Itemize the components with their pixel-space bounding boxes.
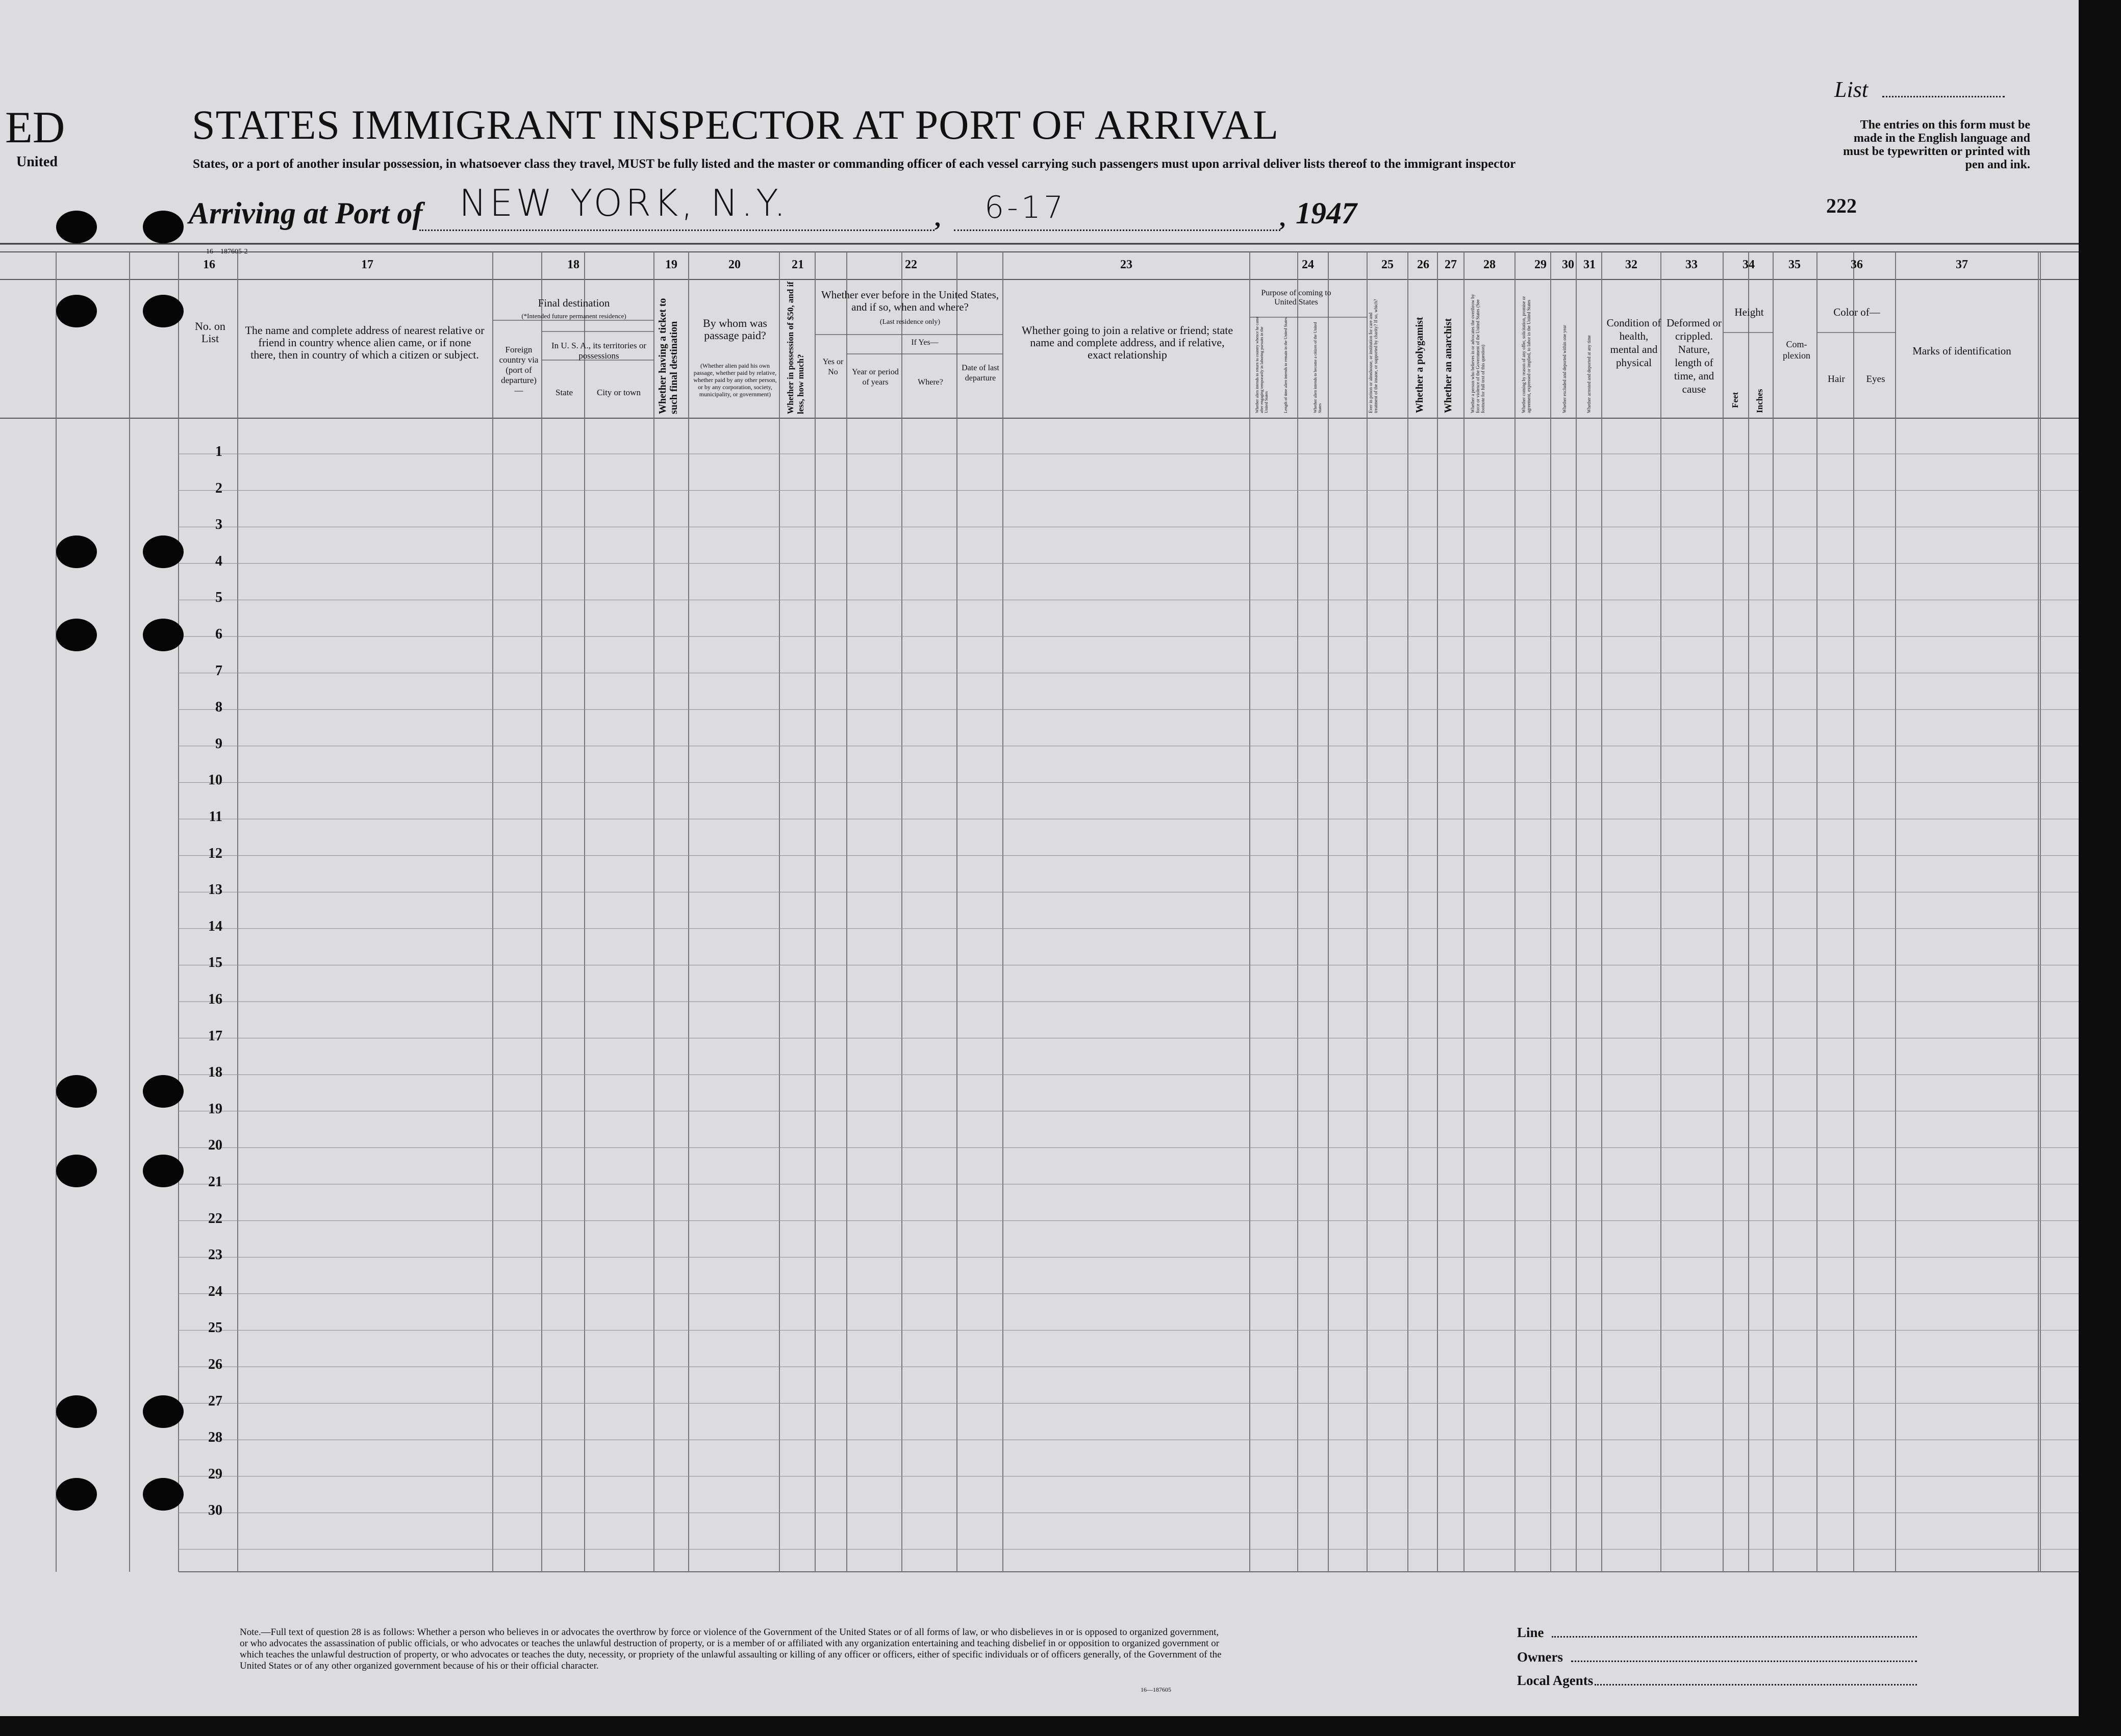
row-number: 17 [208, 1028, 222, 1044]
column-number-32: 32 [1625, 258, 1637, 271]
col21-header: Whether in possession of $50, and if less, how much? [786, 282, 805, 414]
column-number-34: 34 [1743, 258, 1755, 271]
col37-header: Marks of identification [1912, 345, 2011, 357]
year-value: 1947 [1296, 196, 1357, 230]
owners-label: Owners [1517, 1649, 1563, 1665]
form-code: 16—187605-2 [206, 248, 248, 256]
left-edge-fragment: ED [5, 103, 65, 152]
column-number-33: 33 [1685, 258, 1698, 271]
row-number: 30 [208, 1502, 222, 1519]
col34-inches: Inches [1755, 389, 1764, 413]
entry-instructions [1760, 118, 2030, 171]
col22-subheader: (Last residence only) [879, 318, 941, 326]
footnote: Note.—Full text of question 28 is as follows: Whether a person who believes in or advocates the overthrow by force or violence of the Government of the United States or of all forms of law, or who disbelieves in or is opposed to organized government, or who advocates the assassination of public officials, or who advocates or teaches the unlawful destruction of property, or is a member of or affiliated with any organization entertaining and teaching disbelief in or opposition to organized government or which teaches the unlawful destruction of property, or who advocates or teaches the duty, necessity, or propriety of the unlawful assaulting or killing of any officer or officers, either of specific individuals or of officers generally, of the Government of the United States or of any other organized government because of his or their official character. [240, 1627, 1222, 1671]
page-title: STATES IMMIGRANT INSPECTOR AT PORT OF ARRIVAL [192, 101, 1279, 148]
col35-header: Complexion [1783, 339, 1810, 361]
punch-hole [143, 211, 184, 243]
date-blank-line [954, 229, 1280, 231]
page-subtitle: States, or a port of another insular possession, in whatsoever class they travel, MUST be fully listed and the master or commanding officer of each vessel carrying such passengers must upon arrival deliver lists thereof to the immigrant inspector [193, 157, 1516, 171]
row-number: 1 [215, 444, 222, 459]
row-number: 15 [208, 955, 222, 971]
row-number: 23 [208, 1247, 222, 1263]
arriving-label: Arriving at Port of [189, 196, 423, 230]
column-number-24: 24 [1302, 258, 1314, 271]
col18-state: State [556, 388, 573, 397]
col29-header: Whether coming by reason of any offer, solicitation, promise or agreement, expressed or implied, to labor in the United States [1521, 296, 1531, 413]
column-number-35: 35 [1788, 258, 1801, 271]
agents-blank [1595, 1684, 1917, 1686]
row-number: 9 [215, 735, 222, 752]
comma-1: , [935, 205, 941, 232]
col18-usa: In U. S. A., its territories or possessions [551, 341, 647, 361]
col23-header: Whether going to join a relative or friend; state name and complete address, and if relative, exact relationship [1021, 324, 1233, 361]
col36-header: Color of— [1833, 306, 1880, 318]
col22-date: Date of last departure [962, 364, 999, 382]
left-edge-fragment-2: United [16, 154, 58, 170]
column-number-29: 29 [1534, 258, 1547, 271]
page-number: 222 [1826, 194, 1857, 217]
instruction-line: made in the English language and [1853, 132, 2030, 145]
col16-header: No. on List [195, 320, 225, 345]
col24-a: Whether alien intends to return to country whence he came after engaging temporarily in laboring pursuits in the United States [1255, 316, 1269, 413]
punch-hole [143, 1395, 184, 1428]
row-number: 4 [215, 553, 222, 569]
list-blank-line [1882, 96, 2005, 97]
row-number: 2 [215, 480, 222, 496]
row-number: 13 [208, 882, 222, 898]
col26-header: Whether a polygamist [1414, 317, 1425, 413]
col30-header: Whether excluded and deported within one year [1562, 325, 1567, 413]
instruction-line: must be typewritten or printed with [1843, 145, 2030, 158]
col34-feet: Feet [1730, 392, 1740, 408]
row-number: 27 [208, 1393, 222, 1409]
col33-header: Deformed or crippled. Nature, length of time, and cause [1666, 317, 1722, 395]
col34-header: Height [1734, 306, 1764, 318]
line-blank [1552, 1636, 1917, 1638]
line-label: Line [1517, 1625, 1544, 1640]
punch-hole [56, 535, 97, 568]
col24-header: Purpose of coming to United States [1261, 289, 1331, 307]
row-number: 25 [208, 1320, 222, 1336]
instruction-line: pen and ink. [1965, 158, 2030, 171]
port-value: NEW YORK, N.Y. [459, 182, 789, 224]
comma-2: , [1279, 205, 1285, 232]
col18-foreign: Foreign country via (port of departure)— [499, 345, 539, 395]
row-number: 22 [208, 1210, 222, 1227]
col22-yes-no: Yes or No [822, 358, 844, 376]
column-number-30: 30 [1562, 258, 1574, 271]
list-label: List [1834, 77, 1868, 102]
col22-years: Year or period of years [852, 368, 899, 387]
punch-hole [56, 295, 97, 327]
row-number: 6 [215, 626, 222, 642]
col20-subheader: (Whether alien paid his own passage, whether paid by relative, whether paid by any other person, or by any corporation, society, municipality, or government) [693, 362, 777, 398]
col36-hair: Hair [1828, 374, 1845, 385]
column-number-31: 31 [1583, 258, 1596, 271]
col17-header: The name and complete address of nearest relative or friend in country whence alien came, or if none there, then in country of which a citizen or subject. [245, 324, 485, 361]
col22-header: Whether ever before in the United States, and if so, when and where? [821, 289, 999, 313]
col27-header: Whether an anarchist [1443, 318, 1454, 413]
col28-header: Whether a person who believes in or advocates the overthrow by force or violence of the Government of the United States (See footnote for full text of this question) [1470, 294, 1485, 413]
row-number: 26 [208, 1357, 222, 1372]
col19-header: Whether having a ticket to such final destination [657, 298, 679, 414]
col18-header: Final destination [538, 297, 610, 309]
punch-hole [143, 295, 184, 327]
row-number: 12 [208, 845, 222, 861]
row-number: 29 [208, 1466, 222, 1482]
punch-hole [56, 211, 97, 243]
col31-header: Whether arrested and deported at any time [1586, 335, 1592, 413]
row-number: 20 [208, 1137, 222, 1154]
column-number-36: 36 [1851, 258, 1863, 271]
row-number: 10 [208, 772, 222, 788]
column-number-18: 18 [567, 258, 579, 271]
column-number-22: 22 [905, 258, 917, 271]
punch-hole [56, 1155, 97, 1187]
column-number-28: 28 [1483, 258, 1496, 271]
col18-city: City or town [597, 388, 641, 397]
row-number: 28 [208, 1429, 222, 1446]
footer-form-code: 16—187605 [1141, 1686, 1171, 1693]
column-number-19: 19 [665, 258, 677, 271]
punch-hole [56, 1478, 97, 1511]
row-number: 21 [208, 1174, 222, 1190]
col22-if-yes: If Yes— [911, 338, 939, 347]
col24-c: Whether alien intends to become a citizen of the United States [1313, 322, 1322, 413]
punch-hole [56, 1395, 97, 1428]
row-number: 19 [208, 1101, 222, 1117]
column-number-26: 26 [1417, 258, 1429, 271]
row-number: 16 [208, 991, 222, 1007]
column-number-25: 25 [1381, 258, 1394, 271]
punch-hole [143, 535, 184, 568]
column-number-20: 20 [728, 258, 741, 271]
instruction-line: The entries on this form must be [1860, 118, 2030, 132]
punch-hole [143, 1155, 184, 1187]
col36-eyes: Eyes [1866, 374, 1885, 385]
col18-subheader: (*Intended future permanent residence) [521, 312, 626, 320]
port-blank-line [419, 229, 935, 231]
punch-hole [143, 1478, 184, 1511]
owners-blank [1571, 1661, 1917, 1662]
row-number: 14 [208, 918, 222, 934]
punch-hole [56, 619, 97, 651]
col22-where: Where? [918, 378, 943, 387]
column-number-16: 16 [203, 258, 215, 271]
date-value: 6-17 [984, 190, 1067, 225]
punch-hole [143, 619, 184, 651]
row-number: 5 [215, 590, 222, 606]
col20-header: By whom was passage paid? [703, 317, 767, 342]
column-number-21: 21 [792, 258, 804, 271]
column-number-23: 23 [1120, 258, 1132, 271]
col25-header: Ever in prison or almshouse, or institution for care and treatment of the insane, or supported by charity? If so, which? [1368, 299, 1378, 413]
row-number: 11 [209, 809, 222, 825]
punch-hole [143, 1075, 184, 1108]
row-number: 24 [208, 1283, 222, 1299]
col24-b: Length of time alien intends to remain in the United States [1283, 317, 1288, 413]
col32-header: Condition of health, mental and physical [1606, 317, 1661, 369]
punch-hole [56, 1075, 97, 1108]
row-number: 18 [208, 1064, 222, 1081]
column-number-37: 37 [1956, 258, 1968, 271]
column-number-27: 27 [1445, 258, 1457, 271]
column-number-17: 17 [361, 258, 373, 271]
agents-label: Local Agents [1517, 1673, 1594, 1688]
row-number: 3 [215, 517, 222, 533]
row-number: 7 [215, 662, 222, 679]
row-number: 8 [215, 699, 222, 716]
